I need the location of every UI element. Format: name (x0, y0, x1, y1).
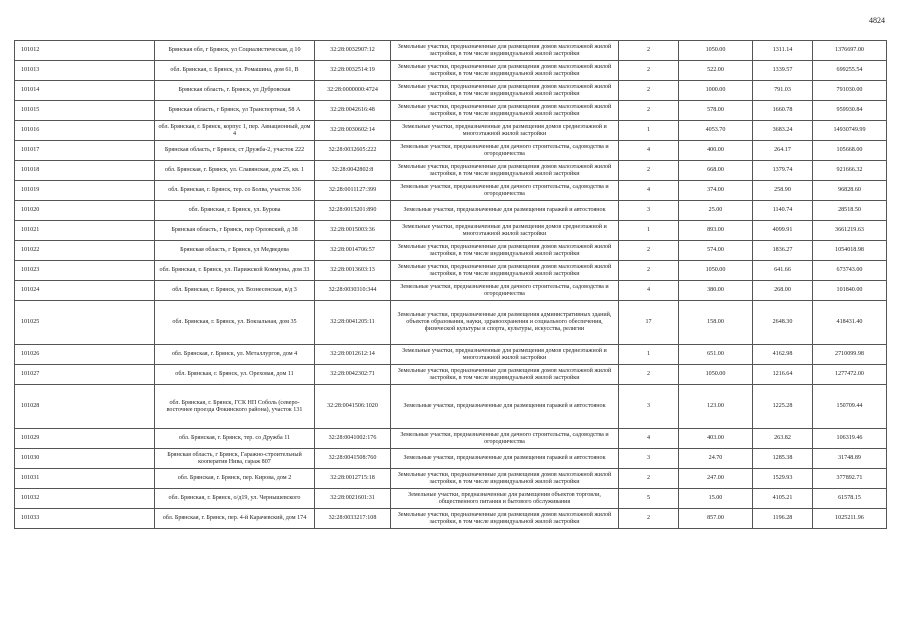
area-cell: 1050.00 (679, 261, 753, 281)
specific-value-cell: 268.00 (753, 281, 813, 301)
table-row (15, 429, 887, 449)
specific-value-cell: 258.90 (753, 181, 813, 201)
address-cell: Брянская область, г Брянск, ул Медведева (155, 241, 315, 261)
land-use-cell: Земельные участки, предназначенные для размещения домов малоэтажной жилой застройки, в том числе индивидуальной жилой застройки (391, 261, 619, 281)
cadastral-value-cell: 791030.00 (813, 81, 887, 101)
area-cell: 578.00 (679, 101, 753, 121)
table-row (15, 221, 887, 241)
table-row (15, 181, 887, 201)
specific-value-cell: 1379.74 (753, 161, 813, 181)
cadastral-value-cell: 106319.46 (813, 429, 887, 449)
group-cell: 3 (619, 385, 679, 429)
land-use-cell: Земельные участки, предназначенные для размещения домов малоэтажной жилой застройки, в том числе индивидуальной жилой застройки (391, 241, 619, 261)
specific-value-cell: 1285.38 (753, 449, 813, 469)
address-cell: обл. Брянская, г. Брянск, пер. Кирова, дом 2 (155, 469, 315, 489)
area-cell: 1000.00 (679, 81, 753, 101)
land-use-cell: Земельные участки, предназначенные для размещения гаражей и автостоянок (391, 385, 619, 429)
row-number-cell: 101013 (15, 61, 155, 81)
cadastral-value-cell: 101840.00 (813, 281, 887, 301)
cadastral-value-cell: 3661219.63 (813, 221, 887, 241)
address-cell: Брянская область, г. Брянск, ул Дубровская (155, 81, 315, 101)
group-cell: 2 (619, 41, 679, 61)
address-cell: обл. Брянская, г. Брянск, ул. Парижской Коммуны, дом 33 (155, 261, 315, 281)
address-cell: обл. Брянская, г. Брянск, ГСК НП Соболь (северо-восточнее проезда Фокинского района), участок 131 (155, 385, 315, 429)
cadastral-number-cell: 32:28:0033217:108 (315, 509, 391, 529)
cadastral-value-cell: 1277472.00 (813, 365, 887, 385)
land-use-cell: Земельные участки, предназначенные для размещения домов среднеэтажной и многоэтажной жилой застройки (391, 221, 619, 241)
row-number-cell: 101028 (15, 385, 155, 429)
address-cell: обл. Брянская, г. Брянск, ул. Металлургов, дом 4 (155, 345, 315, 365)
land-use-cell: Земельные участки, предназначенные для размещения гаражей и автостоянок (391, 449, 619, 469)
address-cell: обл. Брянская, г. Брянск, корпус 1, пер. Авиационный, дом 4 (155, 121, 315, 141)
cadastral-value-cell: 2710099.98 (813, 345, 887, 365)
row-number-cell: 101016 (15, 121, 155, 141)
specific-value-cell: 641.66 (753, 261, 813, 281)
address-cell: Брянская обл, г Брянск, ул Социалистическая, д 10 (155, 41, 315, 61)
row-number-cell: 101021 (15, 221, 155, 241)
address-cell: обл. Брянская, г. Брянск, тер. со Дружба 11 (155, 429, 315, 449)
land-use-cell: Земельные участки, предназначенные для дачного строительства, садоводства и огородничества (391, 181, 619, 201)
group-cell: 4 (619, 281, 679, 301)
cadastral-value-cell: 377892.71 (813, 469, 887, 489)
cadastral-value-cell: 418431.40 (813, 301, 887, 345)
table-row (15, 41, 887, 61)
group-cell: 2 (619, 161, 679, 181)
group-cell: 4 (619, 181, 679, 201)
specific-value-cell: 264.17 (753, 141, 813, 161)
address-cell: обл. Брянская, г. Брянск, ул. Славянская, дом 25, кв. 1 (155, 161, 315, 181)
land-use-cell: Земельные участки, предназначенные для размещения домов малоэтажной жилой застройки, в том числе индивидуальной жилой застройки (391, 61, 619, 81)
land-use-cell: Земельные участки, предназначенные для размещения домов малоэтажной жилой застройки, в том числе индивидуальной жилой застройки (391, 101, 619, 121)
land-use-cell: Земельные участки, предназначенные для размещения домов малоэтажной жилой застройки, в том числе индивидуальной жилой застройки (391, 469, 619, 489)
cadastral-value-cell: 921666.32 (813, 161, 887, 181)
land-use-cell: Земельные участки, предназначенные для размещения домов малоэтажной жилой застройки, в том числе индивидуальной жилой застройки (391, 161, 619, 181)
address-cell: обл. Брянская, г. Брянск, ул. Ромашина, дом 61, В (155, 61, 315, 81)
area-cell: 522.00 (679, 61, 753, 81)
cadastral-number-cell: 32:28:0015003:36 (315, 221, 391, 241)
group-cell: 2 (619, 365, 679, 385)
group-cell: 5 (619, 489, 679, 509)
group-cell: 1 (619, 221, 679, 241)
area-cell: 668.00 (679, 161, 753, 181)
row-number-cell: 101025 (15, 301, 155, 345)
cadastral-value-cell: 105668.00 (813, 141, 887, 161)
cadastral-value-cell: 14930749.99 (813, 121, 887, 141)
cadastral-number-cell: 32:28:0013603:13 (315, 261, 391, 281)
cadastral-number-cell: 32:28:0041506:1020 (315, 385, 391, 429)
land-use-cell: Земельные участки, предназначенные для размещения домов малоэтажной жилой застройки, в том числе индивидуальной жилой застройки (391, 365, 619, 385)
address-cell: обл. Брянская, г. Брянск, пер. 4-й Карачевский, дом 174 (155, 509, 315, 529)
specific-value-cell: 4105.21 (753, 489, 813, 509)
area-cell: 400.00 (679, 141, 753, 161)
land-use-cell: Земельные участки, предназначенные для размещения домов малоэтажной жилой застройки, в том числе индивидуальной жилой застройки (391, 81, 619, 101)
address-cell: обл. Брянская, г. Брянск, ул. Ореховая, дом 11 (155, 365, 315, 385)
table-row (15, 449, 887, 469)
table-row (15, 365, 887, 385)
area-cell: 158.00 (679, 301, 753, 345)
table-row (15, 385, 887, 429)
row-number-cell: 101030 (15, 449, 155, 469)
area-cell: 857.00 (679, 509, 753, 529)
cadastral-value-cell: 673743.00 (813, 261, 887, 281)
group-cell: 2 (619, 81, 679, 101)
table-row (15, 161, 887, 181)
land-use-cell: Земельные участки, предназначенные для дачного строительства, садоводства и огородничества (391, 281, 619, 301)
group-cell: 2 (619, 261, 679, 281)
cadastral-value-cell: 1376697.00 (813, 41, 887, 61)
land-use-cell: Земельные участки, предназначенные для размещения домов среднеэтажной и многоэтажной жилой застройки (391, 121, 619, 141)
row-number-cell: 101015 (15, 101, 155, 121)
land-use-cell: Земельные участки, предназначенные для размещения домов среднеэтажной и многоэтажной жилой застройки (391, 345, 619, 365)
cadastral-number-cell: 32:28:0000000:4724 (315, 81, 391, 101)
address-cell: Брянская область, г Брянск, ст Дружба-2, участок 222 (155, 141, 315, 161)
cadastral-number-cell: 32:28:0012715:18 (315, 469, 391, 489)
cadastral-number-cell: 32:28:0041002:176 (315, 429, 391, 449)
specific-value-cell: 1529.93 (753, 469, 813, 489)
group-cell: 2 (619, 61, 679, 81)
cadastral-number-cell: 32:28:0042616:48 (315, 101, 391, 121)
land-use-cell: Земельные участки, предназначенные для размещения гаражей и автостоянок (391, 201, 619, 221)
table-row (15, 509, 887, 529)
area-cell: 403.00 (679, 429, 753, 449)
specific-value-cell: 1339.57 (753, 61, 813, 81)
cadastral-value-cell: 28518.50 (813, 201, 887, 221)
table-row (15, 61, 887, 81)
row-number-cell: 101032 (15, 489, 155, 509)
cadastral-value-table (14, 40, 887, 529)
table-row (15, 81, 887, 101)
row-number-cell: 101022 (15, 241, 155, 261)
cadastral-value-cell: 1025211.96 (813, 509, 887, 529)
specific-value-cell: 4099.91 (753, 221, 813, 241)
cadastral-number-cell: 32:28:0030602:14 (315, 121, 391, 141)
specific-value-cell: 1196.28 (753, 509, 813, 529)
area-cell: 4053.70 (679, 121, 753, 141)
specific-value-cell: 1216.64 (753, 365, 813, 385)
row-number-cell: 101033 (15, 509, 155, 529)
specific-value-cell: 2648.30 (753, 301, 813, 345)
cadastral-number-cell: 32:28:0041508:760 (315, 449, 391, 469)
specific-value-cell: 4162.98 (753, 345, 813, 365)
cadastral-number-cell: 32:28:0011127:399 (315, 181, 391, 201)
cadastral-value-cell: 31748.89 (813, 449, 887, 469)
cadastral-number-cell: 32:28:0032605:222 (315, 141, 391, 161)
table-body (15, 41, 887, 529)
table-row (15, 301, 887, 345)
cadastral-number-cell: 32:28:0032907:12 (315, 41, 391, 61)
group-cell: 1 (619, 345, 679, 365)
group-cell: 17 (619, 301, 679, 345)
group-cell: 4 (619, 429, 679, 449)
row-number-cell: 101019 (15, 181, 155, 201)
cadastral-number-cell: 32:28:0042802:8 (315, 161, 391, 181)
specific-value-cell: 3683.24 (753, 121, 813, 141)
area-cell: 25.00 (679, 201, 753, 221)
land-use-cell: Земельные участки, предназначенные для дачного строительства, садоводства и огородничества (391, 141, 619, 161)
table-row (15, 261, 887, 281)
cadastral-number-cell: 32:28:0021601:31 (315, 489, 391, 509)
table-row (15, 281, 887, 301)
area-cell: 893.00 (679, 221, 753, 241)
specific-value-cell: 1225.28 (753, 385, 813, 429)
group-cell: 4 (619, 141, 679, 161)
row-number-cell: 101018 (15, 161, 155, 181)
cadastral-number-cell: 32:28:0041205:11 (315, 301, 391, 345)
group-cell: 2 (619, 469, 679, 489)
land-use-cell: Земельные участки, предназначенные для размещения домов малоэтажной жилой застройки, в том числе индивидуальной жилой застройки (391, 509, 619, 529)
land-use-cell: Земельные участки, предназначенные для размещения административных зданий, объектов образования, науки, здравоохранения и социального обеспечения, физической культуры и спорта, культуры, искусства, религии (391, 301, 619, 345)
page-number: 4824 (869, 16, 885, 25)
table-row (15, 141, 887, 161)
cadastral-number-cell: 32:28:0042302:71 (315, 365, 391, 385)
area-cell: 1050.00 (679, 365, 753, 385)
row-number-cell: 101017 (15, 141, 155, 161)
cadastral-number-cell: 32:28:0012612:14 (315, 345, 391, 365)
specific-value-cell: 263.82 (753, 429, 813, 449)
specific-value-cell: 1836.27 (753, 241, 813, 261)
area-cell: 123.00 (679, 385, 753, 429)
land-use-cell: Земельные участки, предназначенные для дачного строительства, садоводства и огородничества (391, 429, 619, 449)
group-cell: 2 (619, 241, 679, 261)
row-number-cell: 101020 (15, 201, 155, 221)
row-number-cell: 101014 (15, 81, 155, 101)
address-cell: обл. Брянская, г. Брянск, ул. Вокзальная, дом 35 (155, 301, 315, 345)
table-row (15, 101, 887, 121)
specific-value-cell: 791.03 (753, 81, 813, 101)
address-cell: Брянская область, г Брянск, Гаражно-строительный кооператив Нива, гараж 807 (155, 449, 315, 469)
row-number-cell: 101031 (15, 469, 155, 489)
cadastral-value-cell: 150709.44 (813, 385, 887, 429)
specific-value-cell: 1140.74 (753, 201, 813, 221)
cadastral-number-cell: 32:28:0032514:19 (315, 61, 391, 81)
area-cell: 380.00 (679, 281, 753, 301)
address-cell: обл. Брянская, г. Брянск, о/д19, ул. Чернышевского (155, 489, 315, 509)
table-row (15, 469, 887, 489)
land-use-cell: Земельные участки, предназначенные для размещения домов малоэтажной жилой застройки, в том числе индивидуальной жилой застройки (391, 41, 619, 61)
address-cell: обл. Брянская, г. Брянск, ул. Вознесенская, в/д 3 (155, 281, 315, 301)
area-cell: 24.70 (679, 449, 753, 469)
group-cell: 1 (619, 121, 679, 141)
table-row (15, 201, 887, 221)
address-cell: обл. Брянская, г. Брянск, ул. Бурова (155, 201, 315, 221)
row-number-cell: 101027 (15, 365, 155, 385)
row-number-cell: 101026 (15, 345, 155, 365)
specific-value-cell: 1311.14 (753, 41, 813, 61)
table-row (15, 489, 887, 509)
specific-value-cell: 1660.78 (753, 101, 813, 121)
address-cell: обл. Брянская, г. Брянск, тер. со Болва, участок 336 (155, 181, 315, 201)
group-cell: 3 (619, 201, 679, 221)
row-number-cell: 101012 (15, 41, 155, 61)
row-number-cell: 101024 (15, 281, 155, 301)
area-cell: 651.00 (679, 345, 753, 365)
address-cell: Брянская область, г Брянск, пер Орловский, д 38 (155, 221, 315, 241)
land-use-cell: Земельные участки, предназначенные для размещения объектов торговли, общественного питания и бытового обслуживания (391, 489, 619, 509)
area-cell: 247.00 (679, 469, 753, 489)
cadastral-number-cell: 32:28:0014706:57 (315, 241, 391, 261)
area-cell: 374.00 (679, 181, 753, 201)
group-cell: 2 (619, 509, 679, 529)
cadastral-value-cell: 1054018.98 (813, 241, 887, 261)
row-number-cell: 101029 (15, 429, 155, 449)
cadastral-number-cell: 32:28:0030310:344 (315, 281, 391, 301)
table-row (15, 121, 887, 141)
address-cell: Брянская область, г Брянск, ул Транспортная, 58 А (155, 101, 315, 121)
table-row (15, 345, 887, 365)
group-cell: 2 (619, 101, 679, 121)
table-row (15, 241, 887, 261)
cadastral-number-cell: 32:28:0015201:890 (315, 201, 391, 221)
cadastral-value-cell: 61578.15 (813, 489, 887, 509)
cadastral-value-cell: 959930.84 (813, 101, 887, 121)
row-number-cell: 101023 (15, 261, 155, 281)
group-cell: 3 (619, 449, 679, 469)
cadastral-value-cell: 699255.54 (813, 61, 887, 81)
cadastral-value-cell: 96828.60 (813, 181, 887, 201)
area-cell: 574.00 (679, 241, 753, 261)
area-cell: 1050.00 (679, 41, 753, 61)
area-cell: 15.00 (679, 489, 753, 509)
